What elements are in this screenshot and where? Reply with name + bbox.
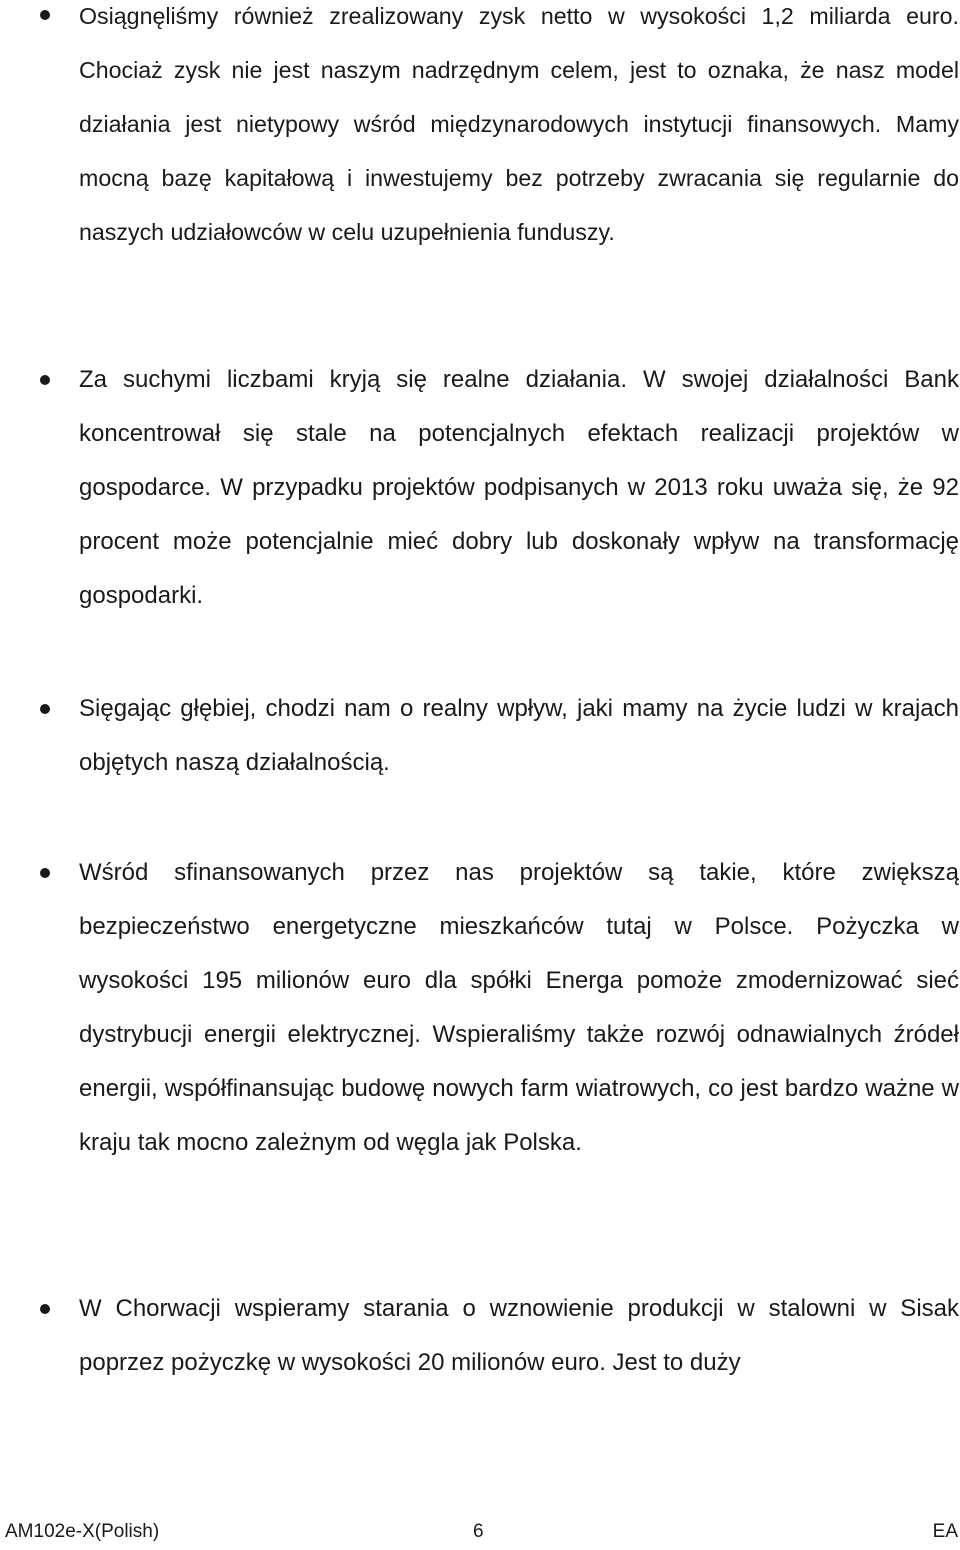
footer-doc-ref: AM102e-X(Polish) [5,1521,160,1542]
paragraph-profit: Osiągnęliśmy również zrealizowany zysk netto w wysokości 1,2 miliarda euro. Chociaż zysk nie jest naszym nadrzędnym celem, jest to oznaka, że nasz model działania jest nietypowy wśród międzynarodowych instytucji finansowych. Mamy mocną bazę kapitałową i inwestujemy bez potrzeby zwracania się regularnie do naszych udziałowców w celu uzupełnienia funduszy. [79,3,959,245]
bullet-icon [40,1304,50,1314]
bullet-icon [40,704,50,714]
paragraph-energy: Wśród sfinansowanych przez nas projektów są takie, które zwiększą bezpieczeństwo energetyczne mieszkańców tutaj w Polsce. Pożyczka w wysokości 195 milionów euro dla spółki Energa pomoże zmodernizować sieć dystrybucji energii elektrycznej. Wspieraliśmy także rozwój odnawialnych źródeł energii, współfinansując budowę nowych farm wiatrowych, co jest bardzo ważne w kraju tak mocno zależnym od węgla jak Polska. [79,859,959,1156]
footer-page-number: 6 [473,1521,484,1542]
page-footer [0,1520,960,1544]
paragraph-croatia: W Chorwacji wspieramy starania o wznowienie produkcji w stalowni w Sisak poprzez pożyczkę w wysokości 20 milionów euro. Jest to duży [79,1295,959,1376]
paragraph-activities: Za suchymi liczbami kryją się realne działania. W swojej działalności Bank koncentrował się stale na potencjalnych efektach realizacji projektów w gospodarce. W przypadku projektów podpisanych w 2013 roku uważa się, że 92 procent może potencjalnie mieć dobry lub doskonały wpływ na transformację gospodarki. [79,366,959,609]
paragraph-impact: Sięgając głębiej, chodzi nam o realny wpływ, jaki mamy na życie ludzi w krajach objętych naszą działalnością. [79,695,959,776]
bullet-icon [40,868,50,878]
bullet-icon [40,10,50,20]
bullet-icon [40,375,50,385]
footer-lang-code: EA [932,1521,958,1542]
